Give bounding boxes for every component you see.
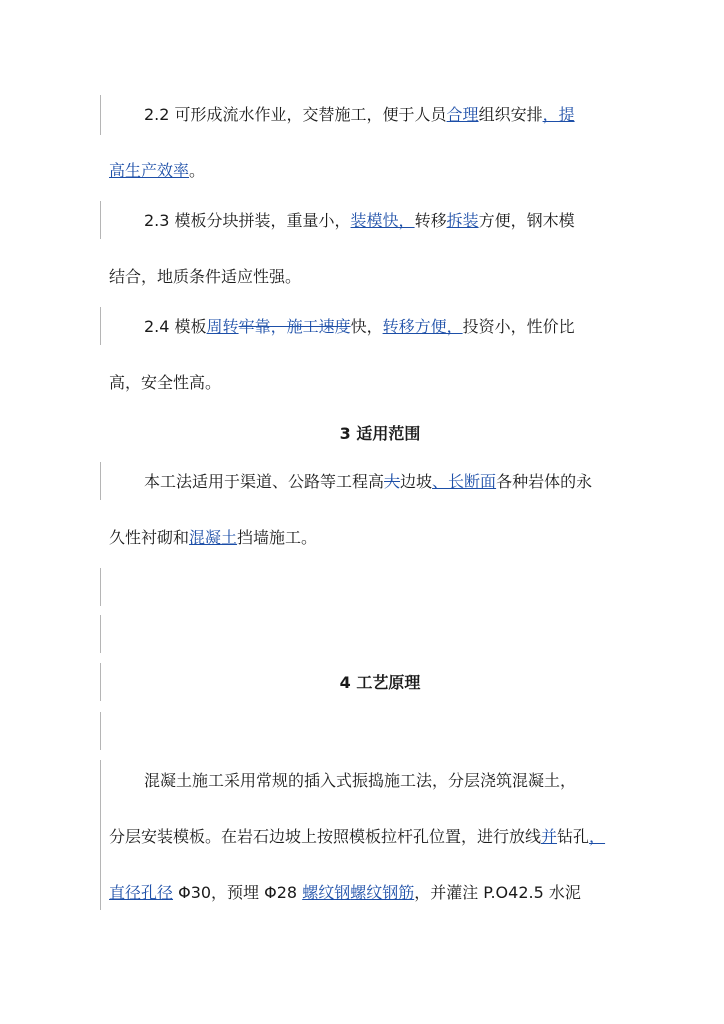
change-bar: [100, 568, 101, 606]
inserted-text: 混凝土: [189, 528, 238, 547]
text: 投资小，性价比: [462, 317, 575, 336]
inserted-text: 转移方便，: [382, 317, 463, 336]
text: 可形成流水作业，交替施工，便于人员: [169, 105, 447, 124]
change-bar: [100, 201, 101, 239]
deleted-text: 大: [384, 472, 401, 491]
inserted-text: 拆装: [446, 211, 479, 230]
inserted-text: 合理: [446, 105, 479, 124]
text: ，并灌注 P.O42.5 水泥: [414, 883, 581, 902]
text: 快，: [350, 317, 383, 336]
text: 混凝土施工采用常规的插入式振捣施工法，分层浇筑混凝土，: [144, 771, 577, 790]
text: 挡墙施工。: [237, 528, 318, 547]
inserted-text: 螺纹钢: [302, 883, 351, 902]
inserted-text: 直径孔径: [109, 883, 174, 902]
text: 模板: [169, 317, 207, 336]
text: 方便，钢木模: [478, 211, 575, 230]
inserted-text: ，: [589, 827, 606, 846]
inserted-text: 、长断面: [432, 472, 497, 491]
inserted-text: 装模快，: [350, 211, 415, 230]
inserted-text: ，提: [542, 105, 575, 124]
text: 久性衬砌和: [109, 528, 190, 547]
deleted-text: 牢靠，施工速度: [238, 317, 351, 336]
text: 。: [189, 161, 206, 180]
section-3-line-2: [109, 527, 317, 549]
paragraph-2-2-line-2: [109, 160, 205, 182]
section-3-line-1: [144, 471, 592, 493]
text: 边坡: [400, 472, 433, 491]
item-number: 2.3: [144, 211, 170, 230]
text: 分层安装模板。在岩石边坡上按照模板拉杆孔位置，进行放线: [109, 827, 542, 846]
inserted-text: 螺纹钢筋: [350, 883, 415, 902]
inserted-text: 周转: [206, 317, 239, 336]
text: 转移: [414, 211, 447, 230]
section-4-line-2: [109, 826, 605, 848]
item-number: 2.2: [144, 105, 170, 124]
paragraph-2-2-line-1: [144, 104, 575, 126]
text: 模板分块拼装，重量小，: [169, 211, 351, 230]
text: 各种岩体的永: [496, 472, 593, 491]
change-bar: [100, 615, 101, 653]
change-bar: [100, 712, 101, 750]
section-4-heading: 4 工艺原理: [339, 673, 421, 692]
paragraph-2-3-line-2: [109, 266, 301, 288]
paragraph-2-3-line-1: [144, 210, 575, 232]
change-bar: [100, 760, 101, 910]
inserted-text: 并: [541, 827, 558, 846]
paragraph-2-4-line-1: [144, 316, 575, 338]
change-bar: [100, 95, 101, 135]
inserted-text: 高生产效率: [109, 161, 190, 180]
text: Φ30，预埋 Φ28: [173, 883, 303, 902]
change-bar: [100, 307, 101, 345]
text: 组织安排: [478, 105, 543, 124]
section-4-line-3: [109, 882, 581, 904]
paragraph-2-4-line-2: [109, 372, 221, 394]
change-bar: [100, 462, 101, 500]
item-number: 2.4: [144, 317, 170, 336]
section-4-line-1: [144, 770, 576, 792]
section-3-heading: 3 适用范围: [339, 424, 421, 443]
text: 钻孔: [557, 827, 590, 846]
text: 本工法适用于渠道、公路等工程高: [144, 472, 385, 491]
text: 结合，地质条件适应性强。: [109, 267, 302, 286]
text: 高，安全性高。: [109, 373, 222, 392]
